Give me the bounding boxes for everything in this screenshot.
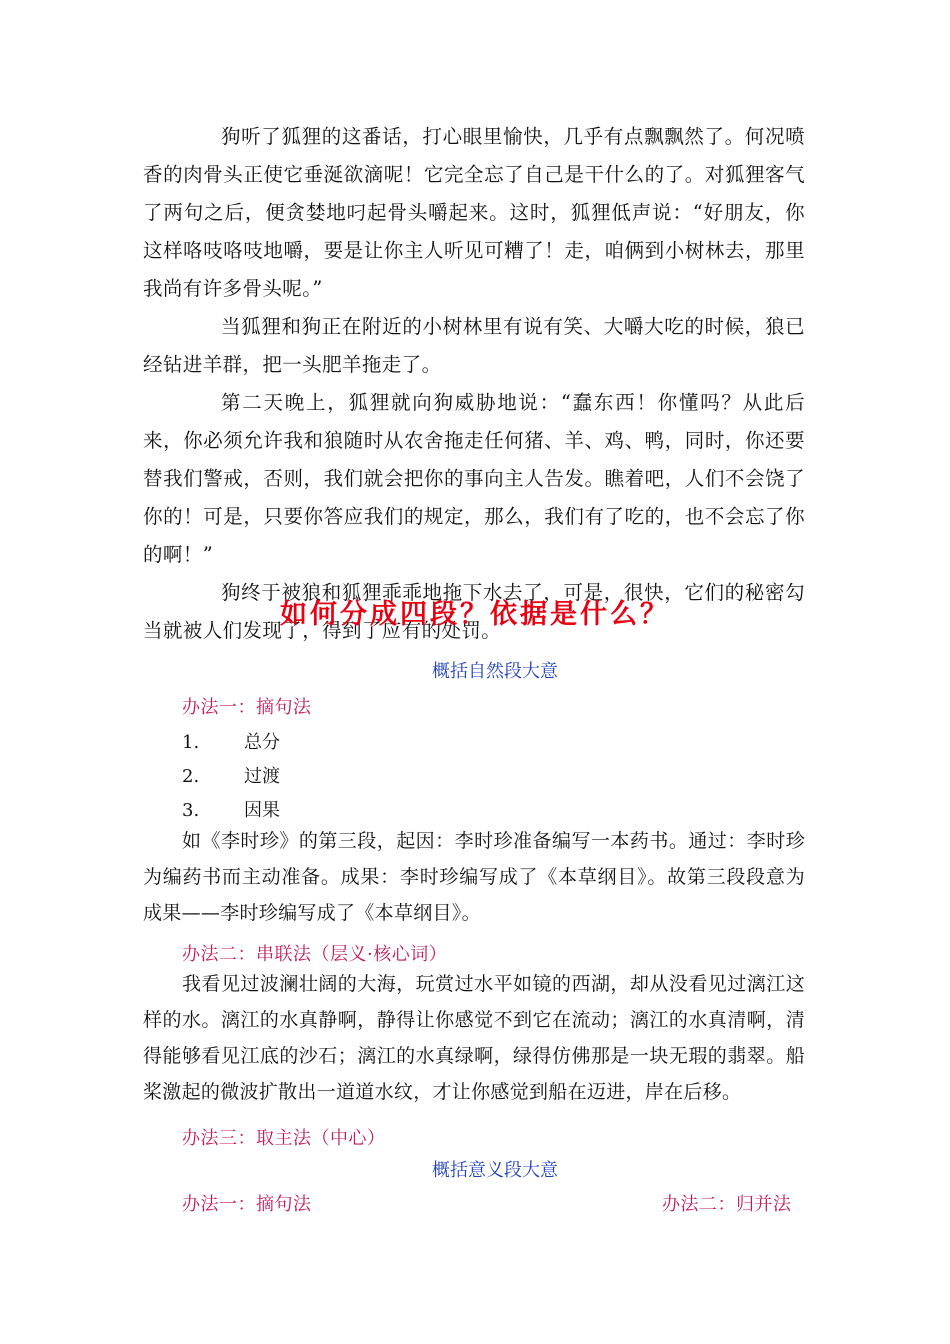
passage-paragraph: 我看见过波澜壮阔的大海，玩赏过水平如镜的西湖，却从没看见过漓江这样的水。漓江的水真静啊，静得让你感觉不到它在流动；漓江的水真清啊，清得能够看见江底的沙石；漓江的水真绿啊，绿得仿佛那是一块无瑕的翡翠。船桨激起的微波扩散出一道道水纹，才让你感觉到船在迈进，岸在后移。: [143, 973, 805, 1103]
story-text: [143, 118, 805, 650]
story-paragraph: 狗听了狐狸的这番话，打心眼里愉快，几乎有点飘飘然了。何况喷香的肉骨头正使它垂涎欲滴呢！它完全忘了自己是干什么的了。对狐狸客气了两句之后，便贪婪地叼起骨头嚼起来。这时，狐狸低声说：“好朋友，你这样咯吱咯吱地嚼，要是让你主人听见可糟了！走，咱俩到小树林去，那里我尚有许多骨头呢。”: [143, 125, 805, 300]
example-paragraph: 如《李时珍》的第三段，起因：李时珍准备编写一本药书。通过：李时珍为编药书而主动准备。成果：李时珍编写成了《本草纲目》。故第三段段意为成果——李时珍编写成了《本草纲目》。: [143, 830, 805, 924]
story-paragraph: 狗终于被狼和狐狸乖乖地拖下水去了，可是，很快，它们的秘密勾当就被人们发现了，得到了应有的处罚。: [143, 581, 805, 642]
method-one-label: 办法一：摘句法: [182, 697, 312, 718]
list-label: 因果: [244, 800, 280, 821]
method-three-label: 办法三：取主法（中心）: [182, 1128, 386, 1149]
story-paragraph: 第二天晚上，狐狸就向狗威胁地说：“蠢东西！你懂吗？从此后来，你必须允许我和狼随时从农舍拖走任何猪、羊、鸡、鸭，同时，你还要替我们警戒，否则，我们就会把你的事向主人告发。瞧着吧，人们不会饶了你的！可是，只要你答应我们的规定，那么，我们有了吃的，也不会忘了你的啊！”: [143, 391, 805, 566]
list-item: [182, 762, 280, 788]
section-heading-natural-paragraph: 概括自然段大意: [432, 661, 558, 682]
section-heading-meaning-paragraph: 概括意义段大意: [432, 1160, 558, 1181]
list-number: 3.: [182, 800, 200, 821]
method-two-label: 办法二：串联法（层义·核心词）: [182, 944, 448, 965]
question-heading: 如何分成四段？依据是什么？: [280, 599, 670, 630]
meaning-method-two-label: 办法二：归并法: [662, 1194, 792, 1215]
story-paragraph: 当狐狸和狗正在附近的小树林里有说有笑、大嚼大吃的时候，狼已经钻进羊群，把一头肥羊拖走了。: [143, 315, 805, 376]
list-item: [182, 796, 280, 822]
list-item: [182, 728, 280, 754]
list-label: 过渡: [244, 766, 280, 787]
meaning-method-one-label: 办法一：摘句法: [182, 1194, 312, 1215]
list-label: 总分: [244, 732, 280, 753]
list-number: 2.: [182, 766, 200, 787]
list-number: 1.: [182, 732, 200, 753]
